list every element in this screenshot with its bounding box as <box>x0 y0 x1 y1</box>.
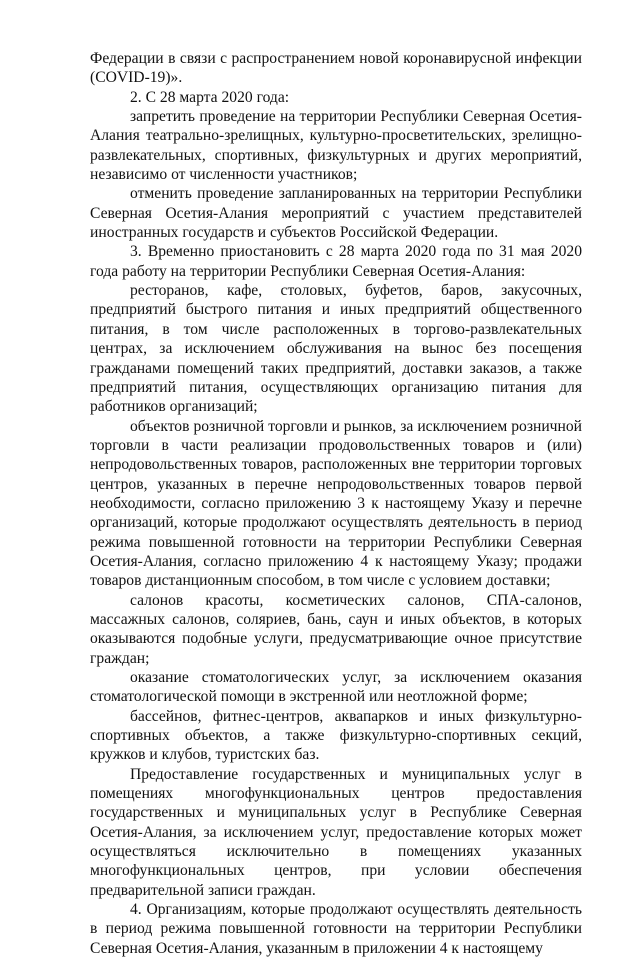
paragraph-2: 2. С 28 марта 2020 года: <box>130 88 290 106</box>
paragraph-8: салонов красоты, косметических салонов, СПА-салонов, массажных салонов, соляриев, бань, саун и иных объектов, в которых оказываются подобные услуги, предусматривающие очное присутствие граждан; <box>90 591 582 667</box>
paragraph-1: Федерации в связи с распространением новой коронавирусной инфекции (COVID-19)». <box>90 50 582 87</box>
paragraph-3: запретить проведение на территории Республики Северная Осетия-Алания театрально-зрелищных, культурно-просветительских, зрелищно-развлекательных, спортивных, физкультурных и других мероприятий, независимо от численности участников; <box>90 108 582 184</box>
paragraph-11: Предоставление государственных и муниципальных услуг в помещениях многофункциональных центров предоставления государственных и муниципальных услуг в Республике Северная Осетия-Алания, за исключением услуг, предоставление которых может осуществляться исключительно в помещениях указанных многофункциональных центров, при условии обеспечения предварительной записи граждан. <box>90 765 582 899</box>
paragraph-9: оказание стоматологических услуг, за исключением оказания стоматологической помощи в экстренной или неотложной форме; <box>90 669 582 706</box>
paragraph-4: отменить проведение запланированных на территории Республики Северная Осетия-Алания мероприятий с участием представителей иностранных государств и субъектов Российской Федерации. <box>90 185 582 242</box>
paragraph-10: бассейнов, фитнес-центров, аквапарков и иных физкультурно-спортивных объектов, а также физкультурно-спортивных секций, кружков и клубов, туристских баз. <box>90 707 582 764</box>
paragraph-7: объектов розничной торговли и рынков, за исключением розничной торговли в части реализации продовольственных товаров и (или) непродовольственных товаров, расположенных вне территории торговых центров, указанных в перечне непродовольственных товаров первой необходимости, согласно приложению 3 к настоящему Указу и перечне организаций, которые продолжают осуществлять деятельность в период режима повышенной готовности на территории Республики Северная Осетия-Алания, согласно приложению 4 к настоящему Указу; продажи товаров дистанционным способом, в том числе с условием доставки; <box>90 417 582 590</box>
paragraph-12: 4. Организациям, которые продолжают осуществлять деятельность в период режима повышенной готовности на территории Республики Северная Осетия-Алания, указанным в приложении 4 к настоящему <box>90 901 582 957</box>
paragraph-6: ресторанов, кафе, столовых, буфетов, баров, закусочных, предприятий быстрого питания и иных предприятий общественного питания, в том числе расположенных в торгово-развлекательных центрах, за исключением обслуживания на вынос без посещения гражданами помещений таких предприятий, доставки заказов, а также предприятий питания, осуществляющих организацию питания для работников организаций; <box>90 282 582 416</box>
paragraph-5: 3. Временно приостановить с 28 марта 2020 года по 31 мая 2020 года работу на территории Республики Северная Осетия-Алания: <box>90 243 582 280</box>
